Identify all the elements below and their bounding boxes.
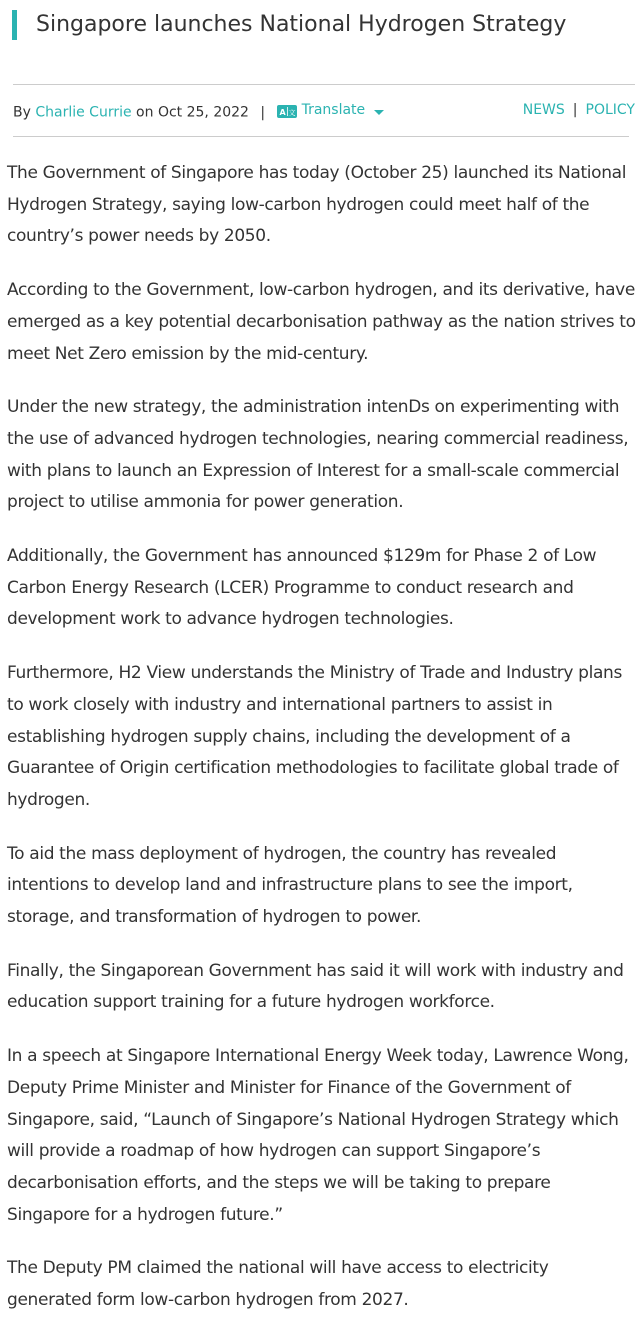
category-policy-link[interactable]: POLICY bbox=[585, 102, 635, 118]
svg-text:文: 文 bbox=[288, 108, 296, 117]
translate-icon bbox=[277, 105, 297, 118]
publish-date: Oct 25, 2022 bbox=[157, 104, 249, 121]
category-links bbox=[523, 98, 635, 122]
article-paragraph: The Government of Singapore has today (October 25) launched its National Hydrogen Strategy, saying low-carbon hydrogen could meet half of the country’s power needs by 2050. bbox=[7, 163, 627, 247]
article-body bbox=[7, 158, 637, 1339]
translate-dropdown[interactable] bbox=[277, 98, 385, 122]
category-news-link[interactable]: NEWS bbox=[522, 102, 565, 118]
article-paragraph: According to the Government, low-carbon hydrogen, and its derivative, have emerged as a key potential decarbonisation pathway as the nation strives to meet Net Zero emission by the mid-century. bbox=[7, 280, 636, 364]
article-paragraph: To aid the mass deployment of hydrogen, the country has revealed intentions to develop land and infrastructure plans to see the import, storage, and transformation of hydrogen to power. bbox=[7, 843, 573, 928]
divider-top bbox=[13, 84, 635, 85]
title-accent-bar bbox=[12, 10, 17, 40]
author-link[interactable]: Charlie Currie bbox=[35, 104, 132, 121]
article-header bbox=[12, 8, 632, 42]
by-label: By bbox=[13, 104, 31, 121]
caret-down-icon bbox=[374, 110, 384, 115]
article-paragraph: In a speech at Singapore International Energy Week today, Lawrence Wong, Deputy Prime Minister and Minister for Finance of the Government of Singapore, said, “Launch of Singapore’s National Hydrogen Strategy which will provide a roadmap of how hydrogen can support Singapore’s decarbonisation efforts, and the steps we will be taking to prepare Singapore for a hydrogen future.” bbox=[7, 1046, 629, 1225]
page-title: Singapore launches National Hydrogen Strategy bbox=[36, 12, 567, 37]
article-paragraph: The Deputy PM claimed the national will have access to electricity generated form low-carbon hydrogen from 2027. bbox=[7, 1258, 549, 1311]
article-paragraph: Finally, the Singaporean Government has said it will work with industry and education support training for a future hydrogen workforce. bbox=[7, 960, 624, 1013]
divider-bottom bbox=[13, 136, 629, 137]
article-paragraph: Additionally, the Government has announced $129m for Phase 2 of Low Carbon Energy Research (LCER) Programme to conduct research and development work to advance hydrogen technologies. bbox=[7, 546, 597, 630]
article-paragraph: Furthermore, H2 View understands the Ministry of Trade and Industry plans to work closely with industry and international partners to assist in establishing hydrogen supply chains, including the development of a Guarantee of Origin certification methodologies to facilitate global trade of hydrogen. bbox=[7, 663, 622, 810]
byline-separator: | bbox=[260, 104, 266, 121]
svg-text:A: A bbox=[279, 107, 286, 117]
translate-label: Translate bbox=[301, 102, 366, 118]
on-label: on bbox=[136, 104, 154, 121]
byline bbox=[13, 98, 384, 122]
article-paragraph: Under the new strategy, the administration intenDs on experimenting with the use of advanced hydrogen technologies, nearing commercial readiness, with plans to launch an Expression of Interest for a small-scale commercial project to utilise ammonia for power generation. bbox=[7, 397, 629, 513]
category-separator: | bbox=[572, 102, 578, 118]
